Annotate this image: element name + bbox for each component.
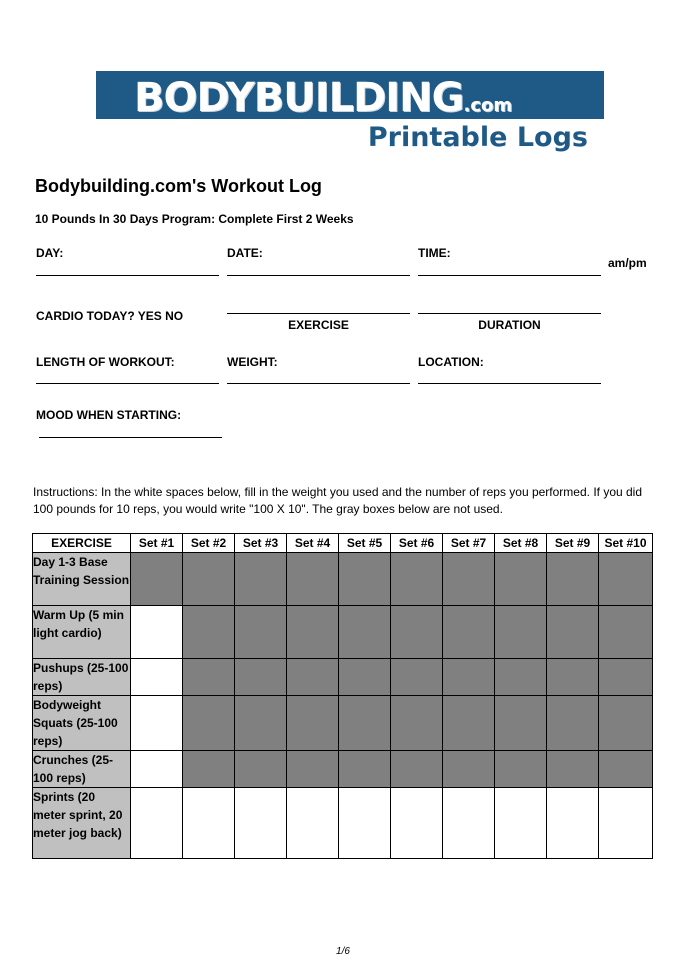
weight-label: WEIGHT: xyxy=(227,355,278,369)
set-unused-cell xyxy=(495,553,547,606)
set-unused-cell xyxy=(339,553,391,606)
set-unused-cell xyxy=(287,696,339,751)
set-unused-cell xyxy=(339,606,391,659)
set-unused-cell xyxy=(183,606,235,659)
banner-subtitle: Printable Logs xyxy=(367,122,588,153)
time-label: TIME: xyxy=(418,246,451,260)
exercise-caption: EXERCISE xyxy=(288,318,349,332)
set-unused-cell xyxy=(391,659,443,696)
mood-label: MOOD WHEN STARTING: xyxy=(36,408,182,422)
set-unused-cell xyxy=(339,751,391,788)
location-line xyxy=(418,383,601,384)
set-unused-cell xyxy=(443,659,495,696)
table-row xyxy=(33,659,653,696)
set-unused-cell xyxy=(495,606,547,659)
set-unused-cell xyxy=(287,751,339,788)
set-unused-cell xyxy=(339,696,391,751)
set-unused-cell xyxy=(235,553,287,606)
set-unused-cell xyxy=(183,659,235,696)
date-line xyxy=(227,275,410,276)
set-unused-cell xyxy=(131,553,183,606)
set-entry-cell[interactable] xyxy=(287,788,339,859)
set-unused-cell xyxy=(235,751,287,788)
page-title: Bodybuilding.com's Workout Log xyxy=(35,176,322,196)
set-unused-cell xyxy=(287,553,339,606)
brand-tld: .com xyxy=(463,95,513,116)
table-row xyxy=(33,606,653,659)
instructions: Instructions: In the white spaces below, fill in the weight you used and the number of reps you performed. If you did 100 pounds for 10 reps, you would write "100 X 10". The gray boxes below are not used. xyxy=(33,485,643,516)
set-unused-cell xyxy=(599,553,653,606)
set-entry-cell[interactable] xyxy=(131,696,183,751)
set-unused-cell xyxy=(287,606,339,659)
set-entry-cell[interactable] xyxy=(131,751,183,788)
set-unused-cell xyxy=(287,659,339,696)
set-unused-cell xyxy=(599,696,653,751)
exercise-cell: Warm Up (5 min light cardio) xyxy=(33,606,131,659)
set-entry-cell[interactable] xyxy=(599,788,653,859)
header-set-7: Set #7 xyxy=(443,534,495,553)
table-row xyxy=(33,788,653,859)
set-unused-cell xyxy=(547,659,599,696)
set-unused-cell xyxy=(443,553,495,606)
set-unused-cell xyxy=(391,606,443,659)
set-entry-cell[interactable] xyxy=(495,788,547,859)
exercise-cell: Sprints (20 meter sprint, 20 meter jog back) xyxy=(33,788,131,859)
header-set-8: Set #8 xyxy=(495,534,547,553)
set-unused-cell xyxy=(495,696,547,751)
set-unused-cell xyxy=(443,696,495,751)
weight-line xyxy=(227,383,410,384)
ampm-label: am/pm xyxy=(608,256,647,270)
exercise-cell: Crunches (25-100 reps) xyxy=(33,751,131,788)
day-label: DAY: xyxy=(36,246,64,260)
banner xyxy=(96,71,604,159)
set-unused-cell xyxy=(339,659,391,696)
set-unused-cell xyxy=(443,751,495,788)
set-unused-cell xyxy=(183,751,235,788)
brand-name: BODYBUILDING xyxy=(134,75,464,121)
set-unused-cell xyxy=(547,606,599,659)
set-unused-cell xyxy=(391,696,443,751)
table-row xyxy=(33,696,653,751)
set-unused-cell xyxy=(547,553,599,606)
length-label: LENGTH OF WORKOUT: xyxy=(36,355,175,369)
set-entry-cell[interactable] xyxy=(131,659,183,696)
cardio-label: CARDIO TODAY? YES NO xyxy=(36,309,184,323)
program-subtitle: 10 Pounds In 30 Days Program: Complete First 2 Weeks xyxy=(35,212,354,226)
banner-top-bar xyxy=(96,71,604,119)
set-unused-cell xyxy=(391,751,443,788)
header-exercise: EXERCISE xyxy=(33,534,131,553)
workout-log-table xyxy=(32,533,653,859)
exercise-cell: Pushups (25-100 reps) xyxy=(33,659,131,696)
page-number: 1/6 xyxy=(336,946,350,957)
set-unused-cell xyxy=(235,606,287,659)
set-entry-cell[interactable] xyxy=(443,788,495,859)
set-unused-cell xyxy=(599,751,653,788)
header-set-1: Set #1 xyxy=(131,534,183,553)
set-unused-cell xyxy=(183,696,235,751)
time-line xyxy=(418,275,601,276)
table-row xyxy=(33,553,653,606)
table-row xyxy=(33,751,653,788)
set-unused-cell xyxy=(495,751,547,788)
set-entry-cell[interactable] xyxy=(391,788,443,859)
header-set-4: Set #4 xyxy=(287,534,339,553)
header-set-9: Set #9 xyxy=(547,534,599,553)
header-set-2: Set #2 xyxy=(183,534,235,553)
location-label: LOCATION: xyxy=(418,355,484,369)
table-header-row xyxy=(33,534,653,553)
header-set-10: Set #10 xyxy=(599,534,653,553)
header-set-5: Set #5 xyxy=(339,534,391,553)
length-line xyxy=(36,383,219,384)
set-unused-cell xyxy=(599,659,653,696)
set-unused-cell xyxy=(547,696,599,751)
set-entry-cell[interactable] xyxy=(183,788,235,859)
set-unused-cell xyxy=(547,751,599,788)
set-unused-cell xyxy=(495,659,547,696)
exercise-cell: Bodyweight Squats (25-100 reps) xyxy=(33,696,131,751)
exercise-line xyxy=(227,313,410,314)
mood-line xyxy=(39,437,222,438)
header-set-3: Set #3 xyxy=(235,534,287,553)
set-entry-cell[interactable] xyxy=(547,788,599,859)
duration-caption: DURATION xyxy=(478,318,541,332)
set-unused-cell xyxy=(391,553,443,606)
day-line xyxy=(36,275,219,276)
set-unused-cell xyxy=(235,659,287,696)
set-entry-cell[interactable] xyxy=(339,788,391,859)
set-entry-cell[interactable] xyxy=(235,788,287,859)
set-entry-cell[interactable] xyxy=(131,606,183,659)
set-unused-cell xyxy=(443,606,495,659)
set-unused-cell xyxy=(183,553,235,606)
set-entry-cell[interactable] xyxy=(131,788,183,859)
set-unused-cell xyxy=(599,606,653,659)
date-label: DATE: xyxy=(227,246,263,260)
exercise-cell: Day 1-3 Base Training Session xyxy=(33,553,131,606)
set-unused-cell xyxy=(235,696,287,751)
duration-line xyxy=(418,313,601,314)
header-set-6: Set #6 xyxy=(391,534,443,553)
